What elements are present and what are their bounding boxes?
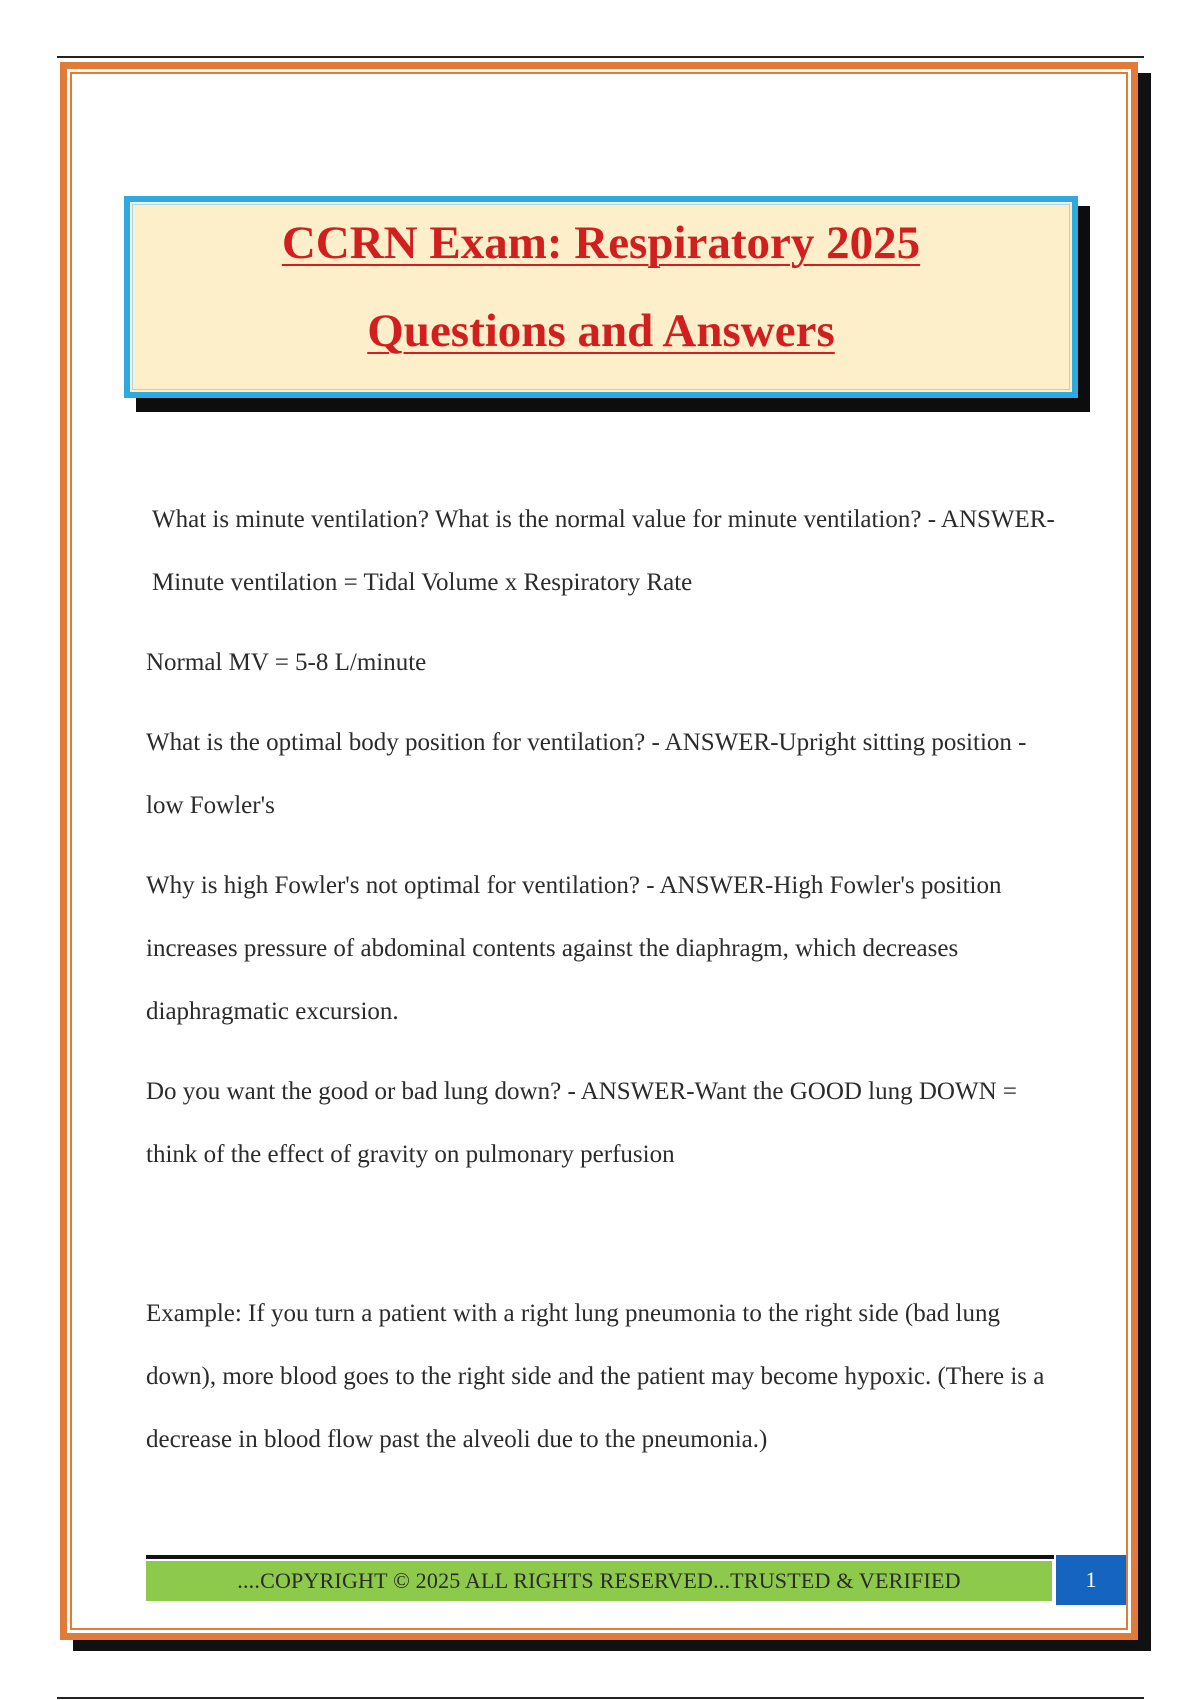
qa-paragraph-example: Example: If you turn a patient with a right lung pneumonia to the right side (bad lung down), more blood goes to the right side and the patient may become hypoxic. (There is a decrease in blood flow past the alveoli due to the pneumonia.) <box>146 1300 1045 1453</box>
qa-paragraph-minute-ventilation: What is minute ventilation? What is the normal value for minute ventilation? - ANSWER-Minute ventilation = Tidal Volume x Respiratory Rate <box>152 506 1055 596</box>
title-box <box>124 196 1078 398</box>
footer-copyright: ....COPYRIGHT © 2025 ALL RIGHTS RESERVED...TRUSTED & VERIFIED <box>146 1561 1052 1601</box>
qa-paragraph-high-fowlers: Why is high Fowler's not optimal for ventilation? - ANSWER-High Fowler's position increases pressure of abdominal contents against the diaphragm, which decreases diaphragmatic excursion. <box>146 872 1002 1025</box>
footer-divider <box>146 1555 1054 1559</box>
page-number: 1 <box>1056 1555 1126 1605</box>
qa-paragraph-normal-mv: Normal MV = 5-8 L/minute <box>146 649 427 676</box>
document-title-line-1: CCRN Exam: Respiratory 2025 <box>281 217 921 269</box>
top-rule <box>57 56 1144 58</box>
qa-paragraph-good-lung-down: Do you want the good or bad lung down? - ANSWER-Want the GOOD lung DOWN = think of the effect of gravity on pulmonary perfusion <box>146 1078 1017 1168</box>
document-body <box>146 488 1066 1471</box>
qa-paragraph-optimal-position: What is the optimal body position for ventilation? - ANSWER-Upright sitting position - low Fowler's <box>146 729 1027 819</box>
document-title-line-2: Questions and Answers <box>367 305 835 357</box>
bottom-rule <box>57 1697 1144 1699</box>
